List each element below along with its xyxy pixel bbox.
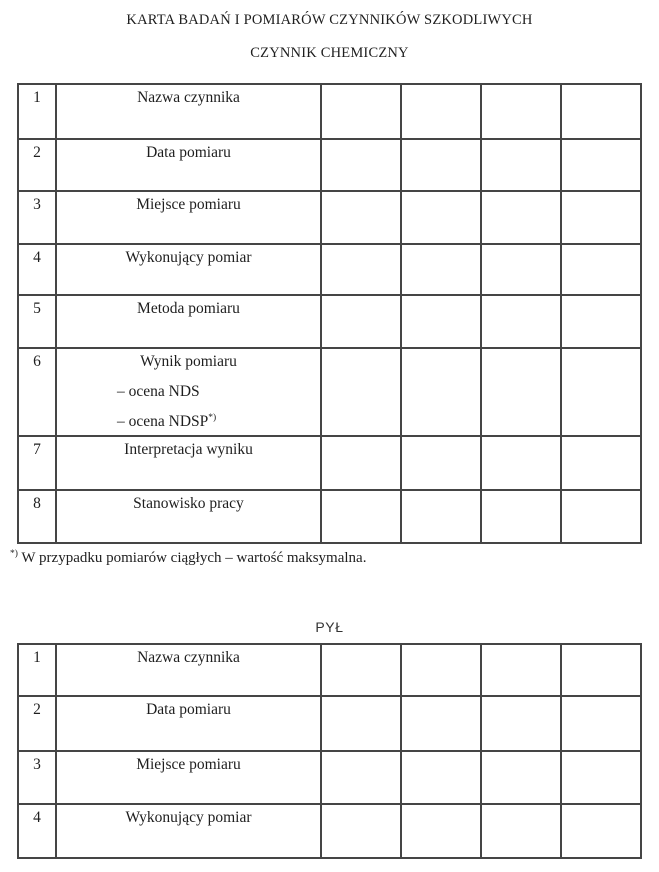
value-cell (481, 804, 561, 858)
value-cell (481, 244, 561, 295)
row-number-cell: 3 (18, 191, 56, 244)
table-row (18, 84, 641, 139)
row-label-cell: Data pomiaru (56, 139, 321, 191)
value-cell (561, 804, 641, 858)
row-number-cell: 4 (18, 244, 56, 295)
value-cell (561, 139, 641, 191)
value-cell (321, 244, 401, 295)
row-label-cell: Nazwa czynnika (56, 84, 321, 139)
table-row (18, 436, 641, 490)
footnote (10, 550, 659, 567)
row-label-cell: Miejsce pomiaru (56, 191, 321, 244)
row-label-cell: Wykonujący pomiar (56, 244, 321, 295)
row-label-cell: Metoda pomiaru (56, 295, 321, 348)
value-cell (481, 751, 561, 804)
value-cell (321, 804, 401, 858)
value-cell (481, 436, 561, 490)
value-cell (561, 348, 641, 436)
section-title-dust: PYŁ (315, 619, 344, 635)
document-title: KARTA BADAŃ I POMIARÓW CZYNNIKÓW SZKODLIWYCH (126, 12, 533, 28)
row-number-cell: 5 (18, 295, 56, 348)
row-number-cell: 1 (18, 84, 56, 139)
row-number-cell: 3 (18, 751, 56, 804)
footnote-text: W przypadku pomiarów ciągłych – wartość maksymalna. (21, 550, 367, 566)
row-number-cell: 1 (18, 644, 56, 696)
table-row (18, 751, 641, 804)
value-cell (481, 348, 561, 436)
value-cell (481, 696, 561, 751)
value-cell (561, 295, 641, 348)
value-cell (561, 490, 641, 543)
value-cell (401, 490, 481, 543)
value-cell (321, 295, 401, 348)
value-cell (401, 244, 481, 295)
value-cell (481, 191, 561, 244)
value-cell (321, 191, 401, 244)
row-label-cell: Nazwa czynnika (56, 644, 321, 696)
section-subtitle-chemical: CZYNNIK CHEMICZNY (250, 45, 409, 61)
table-row (18, 490, 641, 543)
table-row (18, 696, 641, 751)
value-cell (401, 804, 481, 858)
row-label-cell: Data pomiaru (56, 696, 321, 751)
value-cell (401, 139, 481, 191)
value-cell (401, 295, 481, 348)
chemical-factor-table (17, 83, 642, 544)
value-cell (561, 644, 641, 696)
row-number-cell: 7 (18, 436, 56, 490)
value-cell (561, 84, 641, 139)
value-cell (321, 348, 401, 436)
value-cell (401, 644, 481, 696)
value-cell (321, 436, 401, 490)
row-label-cell: Interpretacja wyniku (56, 436, 321, 490)
table-row (18, 348, 641, 436)
value-cell (561, 191, 641, 244)
row-label-cell: Miejsce pomiaru (56, 751, 321, 804)
table-row (18, 644, 641, 696)
row-sub-item: – ocena NDS (117, 383, 200, 400)
row-number-cell: 8 (18, 490, 56, 543)
value-cell (561, 696, 641, 751)
row-number-cell: 6 (18, 348, 56, 436)
row-label-cell (56, 348, 321, 436)
value-cell (401, 696, 481, 751)
row-label-main: Wynik pomiaru (140, 353, 237, 370)
table-row (18, 804, 641, 858)
table-row (18, 191, 641, 244)
value-cell (321, 139, 401, 191)
value-cell (401, 436, 481, 490)
value-cell (481, 490, 561, 543)
value-cell (481, 139, 561, 191)
value-cell (321, 751, 401, 804)
row-number-cell: 4 (18, 804, 56, 858)
row-sub-item (59, 412, 318, 431)
value-cell (481, 644, 561, 696)
value-cell (481, 84, 561, 139)
table-row (18, 295, 641, 348)
table-row (18, 139, 641, 191)
table-row (18, 244, 641, 295)
row-label-cell: Stanowisko pracy (56, 490, 321, 543)
footnote-marker: *) (10, 549, 18, 559)
value-cell (321, 696, 401, 751)
value-cell (401, 84, 481, 139)
value-cell (561, 436, 641, 490)
row-number-cell: 2 (18, 696, 56, 751)
row-sub-item-text: – ocena NDSP (117, 413, 209, 430)
value-cell (401, 191, 481, 244)
value-cell (561, 751, 641, 804)
value-cell (321, 490, 401, 543)
value-cell (401, 751, 481, 804)
value-cell (561, 244, 641, 295)
value-cell (401, 348, 481, 436)
value-cell (481, 295, 561, 348)
row-label-cell: Wykonujący pomiar (56, 804, 321, 858)
value-cell (321, 644, 401, 696)
value-cell (321, 84, 401, 139)
row-number-cell: 2 (18, 139, 56, 191)
dust-table (17, 643, 642, 859)
footnote-reference-mark: *) (208, 412, 217, 423)
